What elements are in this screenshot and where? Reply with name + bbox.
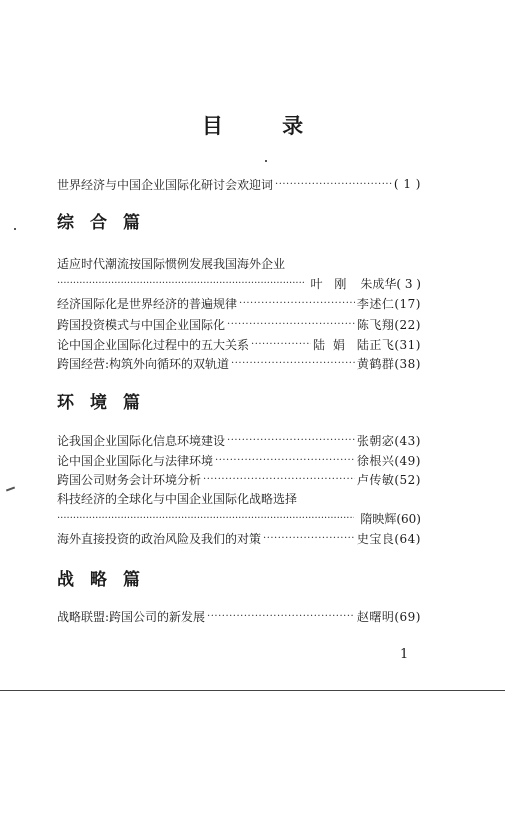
toc-entry-title: 跨国投资模式与中国企业国际化 (57, 317, 226, 332)
toc-entry-title: 科技经济的全球化与中国企业国际化战略选择 (57, 491, 298, 506)
toc-entry-continuation[interactable] (57, 274, 421, 292)
toc-entry[interactable] (57, 354, 421, 372)
toc-entry-page: 朱成华( 3 ) (360, 276, 421, 291)
scan-speck (6, 487, 15, 492)
scan-speck (265, 160, 267, 162)
scan-speck (14, 228, 16, 230)
toc-entry[interactable] (57, 335, 421, 353)
section-heading: 战略篇 (57, 570, 156, 590)
toc-entry-page: 卢传敏(52) (356, 472, 421, 487)
toc-entry-page: 陈飞翔(22) (356, 317, 421, 332)
toc-entry-title: 海外直接投资的政治风险及我们的对策 (57, 531, 262, 546)
toc-entry[interactable] (57, 254, 421, 272)
leader-dots (57, 513, 354, 524)
toc-entry-page: 张朝宓(43) (356, 433, 421, 448)
toc-entry-page: 史宝良(64) (356, 531, 421, 546)
leader-dots (227, 435, 355, 446)
leader-dots (57, 278, 305, 289)
toc-entry-title: 战略联盟:跨国公司的新发展 (57, 609, 206, 624)
page-edge-rule (0, 690, 505, 691)
leader-dots (207, 611, 355, 622)
toc-entry[interactable] (57, 529, 421, 547)
toc-entry[interactable] (57, 607, 421, 625)
section-heading: 环境篇 (57, 393, 156, 413)
toc-entry-title: 论我国企业国际化信息环境建设 (57, 433, 226, 448)
leader-dots (227, 319, 355, 330)
leader-dots (231, 358, 355, 369)
leader-dots (275, 179, 392, 190)
toc-entry-title: 跨国公司财务会计环境分析 (57, 472, 202, 487)
toc-entry[interactable] (57, 451, 421, 469)
toc-entry-page: 陆正飞(31) (356, 337, 421, 352)
toc-entry-page: 徐根兴(49) (356, 453, 421, 468)
toc-entry[interactable] (57, 315, 421, 333)
page-number: 1 (400, 647, 409, 662)
toc-entry-title: 适应时代潮流按国际惯例发展我国海外企业 (57, 256, 286, 271)
toc-entry-title: 经济国际化是世界经济的普遍规律 (57, 296, 238, 311)
leader-dots (263, 533, 355, 544)
leader-dots (215, 455, 355, 466)
toc-entry[interactable] (57, 489, 421, 507)
toc-entry[interactable] (57, 294, 421, 312)
leader-dots (251, 339, 311, 350)
toc-entry-author: 叶 刚 (310, 276, 351, 291)
toc-entry-continuation[interactable] (57, 509, 421, 527)
toc-entry-title: 跨国经营:构筑外向循环的双轨道 (57, 356, 230, 371)
leader-dots (203, 474, 355, 485)
toc-entry-page: ( 1 ) (393, 177, 421, 191)
toc-entry-page: 赵曙明(69) (356, 609, 421, 624)
toc-entry-title: 论中国企业国际化过程中的五大关系 (57, 337, 250, 352)
toc-entry-title: 世界经济与中国企业国际化研讨会欢迎词 (57, 177, 274, 192)
toc-entry-author: 陆 娟 (313, 337, 347, 352)
toc-entry-page: 李述仁(17) (356, 296, 421, 311)
page-title: 目 录 (201, 114, 330, 138)
toc-entry[interactable] (57, 470, 421, 488)
toc-entry-page: 黄鹤群(38) (356, 356, 421, 371)
section-heading: 综合篇 (57, 213, 156, 233)
toc-entry[interactable] (57, 175, 421, 193)
toc-entry-title: 论中国企业国际化与法律环境 (57, 453, 214, 468)
leader-dots (239, 298, 355, 309)
toc-entry[interactable] (57, 431, 421, 449)
toc-entry-page: 隋映辉(60) (360, 511, 421, 526)
